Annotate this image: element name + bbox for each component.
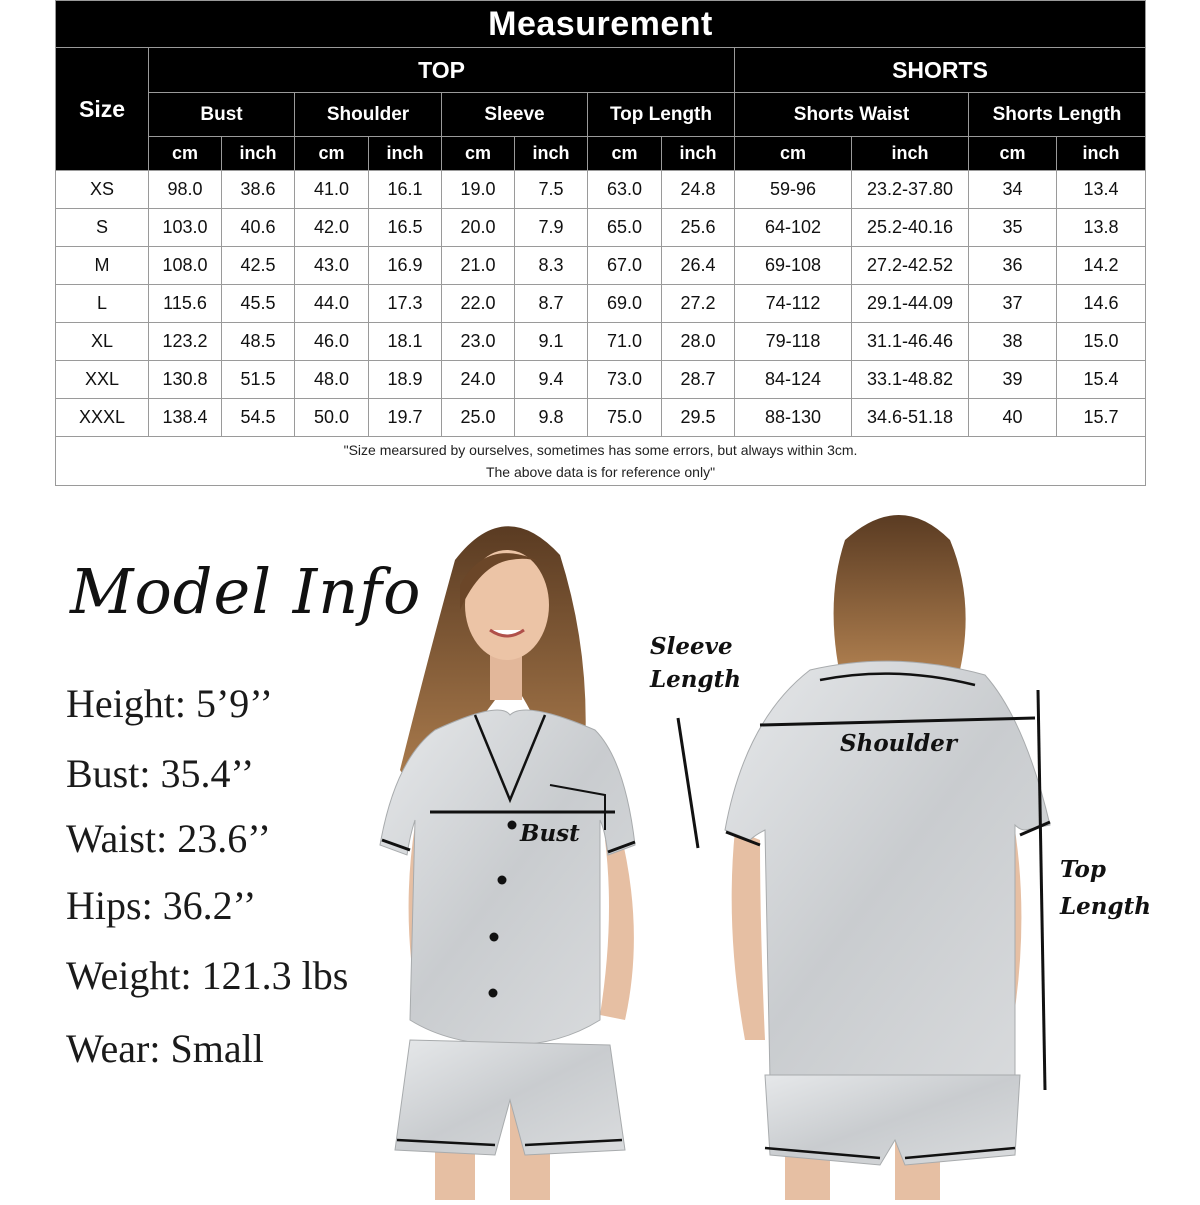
table-cell: 27.2	[662, 285, 735, 323]
table-cell: 8.3	[515, 247, 588, 285]
table-cell: 26.4	[662, 247, 735, 285]
table-cell: 63.0	[588, 171, 662, 209]
table-cell: 15.0	[1057, 323, 1146, 361]
table-cell: 34.6-51.18	[852, 399, 969, 437]
table-cell: 18.9	[369, 361, 442, 399]
table-cell: 46.0	[295, 323, 369, 361]
table-cell: 73.0	[588, 361, 662, 399]
model-bust: Bust: 35.4’’	[66, 751, 255, 796]
size-label-cell: XS	[56, 171, 149, 209]
table-row	[56, 209, 1146, 247]
table-cell: 16.1	[369, 171, 442, 209]
table-cell: 9.1	[515, 323, 588, 361]
table-cell: 25.2-40.16	[852, 209, 969, 247]
table-cell: 18.1	[369, 323, 442, 361]
table-cell: 38	[969, 323, 1057, 361]
table-cell: 39	[969, 361, 1057, 399]
table-cell: 88-130	[735, 399, 852, 437]
table-cell: 16.5	[369, 209, 442, 247]
table-cell: 42.5	[222, 247, 295, 285]
table-row	[56, 285, 1146, 323]
table-cell: 7.9	[515, 209, 588, 247]
unit-header: cm	[295, 137, 369, 171]
unit-header: inch	[662, 137, 735, 171]
annotation-shoulder: Shoulder	[840, 730, 957, 757]
table-cell: 41.0	[295, 171, 369, 209]
table-cell: 42.0	[295, 209, 369, 247]
table-cell: 25.6	[662, 209, 735, 247]
table-cell: 65.0	[588, 209, 662, 247]
model-height: Height: 5’9’’	[66, 681, 273, 726]
table-cell: 36	[969, 247, 1057, 285]
measure-header-shoulder: Shoulder	[295, 93, 442, 137]
annotation-sleeve-length	[650, 633, 741, 693]
model-hips: Hips: 36.2’’	[66, 883, 257, 928]
table-cell: 59-96	[735, 171, 852, 209]
table-cell: 43.0	[295, 247, 369, 285]
size-label-cell: M	[56, 247, 149, 285]
model-weight: Weight: 121.3 lbs	[66, 953, 349, 998]
size-label-cell: XXXL	[56, 399, 149, 437]
unit-header: cm	[442, 137, 515, 171]
size-label-cell: XL	[56, 323, 149, 361]
table-cell: 74-112	[735, 285, 852, 323]
table-cell: 7.5	[515, 171, 588, 209]
table-cell: 13.4	[1057, 171, 1146, 209]
table-cell: 15.4	[1057, 361, 1146, 399]
table-cell: 9.4	[515, 361, 588, 399]
table-cell: 38.6	[222, 171, 295, 209]
table-cell: 31.1-46.46	[852, 323, 969, 361]
measure-header-shorts-waist: Shorts Waist	[735, 93, 969, 137]
table-title: Measurement	[56, 1, 1146, 48]
table-cell: 24.0	[442, 361, 515, 399]
table-cell: 17.3	[369, 285, 442, 323]
table-cell: 98.0	[149, 171, 222, 209]
table-cell: 23.2-37.80	[852, 171, 969, 209]
table-cell: 40	[969, 399, 1057, 437]
table-cell: 20.0	[442, 209, 515, 247]
table-cell: 25.0	[442, 399, 515, 437]
table-cell: 48.5	[222, 323, 295, 361]
table-cell: 103.0	[149, 209, 222, 247]
size-label-cell: S	[56, 209, 149, 247]
table-cell: 27.2-42.52	[852, 247, 969, 285]
table-row	[56, 171, 1146, 209]
table-cell: 14.2	[1057, 247, 1146, 285]
table-cell: 71.0	[588, 323, 662, 361]
table-cell: 115.6	[149, 285, 222, 323]
measure-header-bust: Bust	[149, 93, 295, 137]
top-length-label-line-2: Length	[1060, 893, 1151, 920]
size-label-cell: L	[56, 285, 149, 323]
table-cell: 28.0	[662, 323, 735, 361]
table-cell: 9.8	[515, 399, 588, 437]
table-cell: 13.8	[1057, 209, 1146, 247]
sleeve-label-line-1: Sleeve	[650, 633, 733, 660]
table-cell: 108.0	[149, 247, 222, 285]
unit-header: inch	[515, 137, 588, 171]
annotation-top-length	[1060, 856, 1151, 920]
table-cell: 21.0	[442, 247, 515, 285]
measure-header-top-length: Top Length	[588, 93, 735, 137]
table-cell: 14.6	[1057, 285, 1146, 323]
unit-header: inch	[852, 137, 969, 171]
front-model	[380, 526, 698, 1200]
top-length-label-line-1: Top	[1060, 856, 1106, 883]
table-cell: 84-124	[735, 361, 852, 399]
table-cell: 40.6	[222, 209, 295, 247]
size-column-header: Size	[56, 48, 149, 171]
table-cell: 50.0	[295, 399, 369, 437]
group-header-shorts: SHORTS	[735, 48, 1146, 93]
table-row	[56, 361, 1146, 399]
table-row	[56, 399, 1146, 437]
table-cell: 54.5	[222, 399, 295, 437]
table-cell: 75.0	[588, 399, 662, 437]
unit-header: cm	[969, 137, 1057, 171]
annotation-bust: Bust	[520, 820, 580, 847]
table-cell: 51.5	[222, 361, 295, 399]
table-cell: 19.0	[442, 171, 515, 209]
model-waist: Waist: 23.6’’	[66, 816, 271, 861]
table-cell: 29.1-44.09	[852, 285, 969, 323]
model-wear: Wear: Small	[66, 1026, 264, 1071]
unit-header: cm	[735, 137, 852, 171]
table-cell: 123.2	[149, 323, 222, 361]
table-cell: 34	[969, 171, 1057, 209]
footnote-line-2: The above data is for reference only"	[485, 464, 716, 480]
footnote-line-1: "Size mearsured by ourselves, sometimes has some errors, but always within 3cm.	[343, 442, 858, 458]
table-row	[56, 247, 1146, 285]
table-cell: 48.0	[295, 361, 369, 399]
table-cell: 24.8	[662, 171, 735, 209]
group-header-top: TOP	[149, 48, 735, 93]
table-cell: 28.7	[662, 361, 735, 399]
back-model	[725, 515, 1050, 1200]
table-cell: 33.1-48.82	[852, 361, 969, 399]
table-cell: 16.9	[369, 247, 442, 285]
table-cell: 35	[969, 209, 1057, 247]
model-photo	[360, 500, 1200, 1200]
table-cell: 45.5	[222, 285, 295, 323]
table-cell: 130.8	[149, 361, 222, 399]
table-cell: 37	[969, 285, 1057, 323]
table-cell: 79-118	[735, 323, 852, 361]
table-cell: 22.0	[442, 285, 515, 323]
measure-header-sleeve: Sleeve	[442, 93, 588, 137]
unit-header: inch	[1057, 137, 1146, 171]
size-chart-table	[55, 0, 1146, 486]
table-footnote	[56, 437, 1146, 486]
table-cell: 138.4	[149, 399, 222, 437]
table-cell: 15.7	[1057, 399, 1146, 437]
table-cell: 67.0	[588, 247, 662, 285]
measure-header-shorts-length: Shorts Length	[969, 93, 1146, 137]
table-cell: 23.0	[442, 323, 515, 361]
sleeve-label-line-2: Length	[650, 666, 741, 693]
table-cell: 19.7	[369, 399, 442, 437]
table-cell: 69-108	[735, 247, 852, 285]
table-cell: 8.7	[515, 285, 588, 323]
unit-header: cm	[149, 137, 222, 171]
table-cell: 69.0	[588, 285, 662, 323]
table-row	[56, 323, 1146, 361]
unit-header: inch	[369, 137, 442, 171]
table-cell: 29.5	[662, 399, 735, 437]
size-label-cell: XXL	[56, 361, 149, 399]
unit-header: inch	[222, 137, 295, 171]
pajama-illustration	[360, 500, 1200, 1200]
table-cell: 44.0	[295, 285, 369, 323]
unit-header: cm	[588, 137, 662, 171]
table-cell: 64-102	[735, 209, 852, 247]
model-info-title: Model Info	[70, 555, 422, 628]
